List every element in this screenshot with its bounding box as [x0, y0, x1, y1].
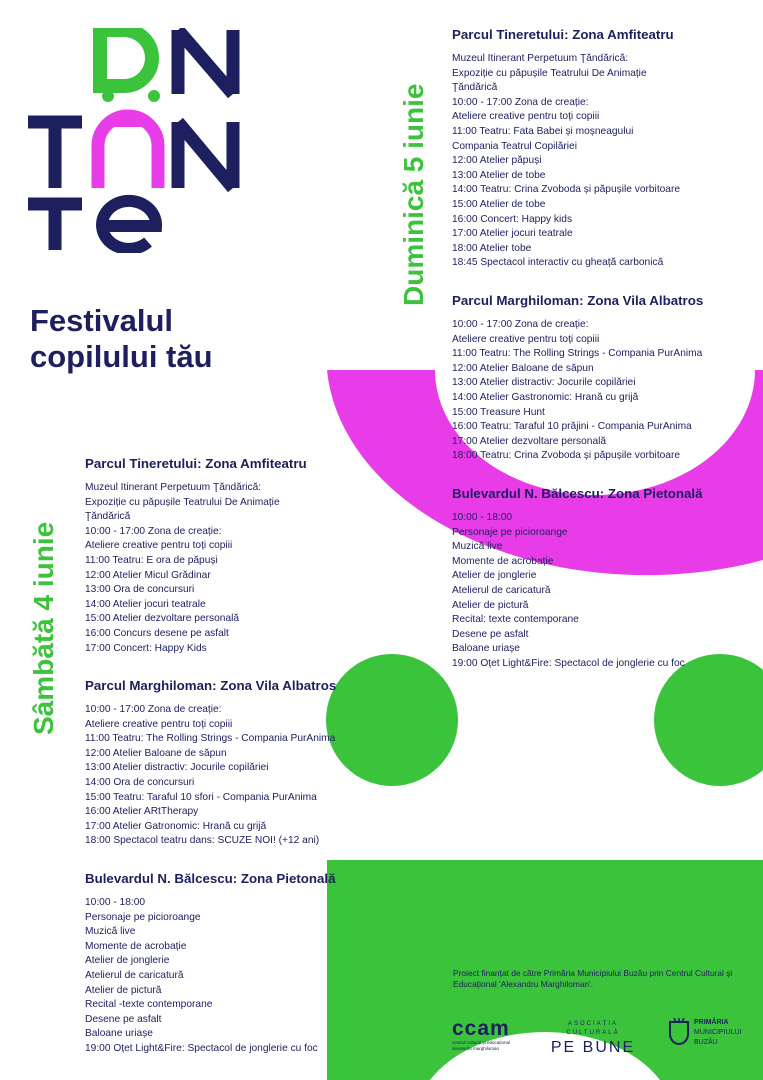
- pebune-top-text: ASOCIAȚIA CULTURALĂ: [566, 1021, 620, 1036]
- schedule-item: Atelierul de caricatură: [85, 969, 184, 981]
- schedule-item: 12:00 Atelier Baloane de săpun: [85, 747, 227, 759]
- green-circle-right: [654, 654, 763, 786]
- pebune-main-text: PE BUNE: [550, 1039, 636, 1056]
- sunday-section-amfiteatru: [452, 27, 680, 271]
- schedule-item: 14:00 Teatru: Crina Zvoboda și păpușile vorbitoare: [452, 184, 681, 196]
- schedule-list: [85, 896, 336, 1057]
- ccam-logo: [452, 1018, 532, 1052]
- schedule-item: 13:00 Atelier distractiv: Jocurile copilăriei: [85, 762, 269, 774]
- schedule-item: 18:00 Spectacol teatru dans: SCUZE NOI! (+12 ani): [85, 835, 320, 847]
- schedule-item: 13:00 Ora de concursuri: [85, 584, 195, 596]
- festival-title-line2: copilului tău: [30, 339, 213, 374]
- schedule-item: 14:00 Atelier jocuri teatrale: [85, 598, 206, 610]
- saturday-section-vila-albatros: [85, 678, 336, 849]
- schedule-item: 10:00 - 17:00 Zona de creație:: [452, 319, 589, 330]
- schedule-list: [85, 481, 307, 656]
- schedule-item: 19:00 Oțet Light&Fire: Spectacol de jonglerie cu foc: [85, 1042, 318, 1054]
- schedule-item: Baloane uriașe: [85, 1028, 153, 1040]
- schedule-item: Ateliere creative pentru toți copiii: [452, 333, 600, 345]
- schedule-list: [452, 318, 703, 464]
- section-title: Parcul Marghiloman: Zona Vila Albatros: [85, 678, 337, 693]
- ccam-subtitle-1: centrul cultural și educațional: [452, 1040, 511, 1045]
- schedule-item: Personaje pe picioroange: [85, 911, 201, 923]
- section-title: Bulevardul N. Bălcescu: Zona Pietonală: [85, 871, 336, 886]
- section-title: Parcul Marghiloman: Zona Vila Albatros: [452, 293, 704, 308]
- schedule-item: Expoziție cu păpușile Teatrului De Animație: [85, 496, 280, 508]
- schedule-item: 15:00 Atelier dezvoltare personală: [85, 613, 240, 625]
- schedule-item: 18:00 Teatru: Crina Zvoboda și păpușile vorbitoare: [452, 450, 681, 462]
- schedule-item: Muzeul Itinerant Perpetuum Ţăndărică:: [452, 53, 629, 64]
- ccam-logo-text: ccam: [452, 1017, 510, 1040]
- schedule-item: Atelier de jonglerie: [452, 570, 537, 582]
- schedule-item: 15:00 Atelier de tobe: [452, 198, 546, 210]
- festival-title: [30, 303, 213, 375]
- schedule-item: Compania Teatrul Copilăriei: [452, 140, 577, 152]
- schedule-item: 16:00 Teatru: Taraful 10 prăjini - Compania PurAnima: [452, 421, 692, 433]
- schedule-item: 18:00 Atelier tobe: [452, 242, 532, 254]
- schedule-item: Recital: texte contemporane: [452, 614, 579, 626]
- schedule-item: 10:00 - 17:00 Zona de creație:: [452, 96, 589, 108]
- schedule-item: 10:00 - 18:00: [85, 897, 146, 908]
- schedule-item: Atelier de pictură: [85, 984, 162, 996]
- schedule-item: Ţăndărică: [452, 82, 498, 94]
- schedule-item: Ţăndărică: [85, 511, 131, 523]
- schedule-item: 16:00 Concert: Happy kids: [452, 213, 573, 225]
- primaria-line3: BUZĂU: [694, 1039, 718, 1046]
- schedule-item: Ateliere creative pentru toți copiii: [85, 540, 233, 552]
- primaria-line1: PRIMĂRIA: [694, 1019, 729, 1026]
- sunday-day-label: Duminică 5 iunie: [398, 83, 429, 306]
- sunday-section-pietonala: [452, 486, 703, 672]
- schedule-item: 12:00 Atelier Micul Grădinar: [85, 569, 211, 581]
- schedule-item: 11:00 Teatru: The Rolling Strings - Compania PurAnima: [85, 733, 336, 745]
- green-circle-left: [326, 654, 458, 786]
- schedule-item: 19:00 Oțet Light&Fire: Spectacol de jonglerie cu foc: [452, 657, 685, 669]
- saturday-day-label: Sâmbătă 4 iunie: [28, 521, 59, 735]
- schedule-item: Ateliere creative pentru toți copiii: [452, 111, 600, 123]
- schedule-item: Atelierul de caricatură: [452, 584, 551, 596]
- schedule-item: 17:00 Atelier jocuri teatrale: [452, 228, 573, 240]
- schedule-item: Muzică live: [85, 926, 136, 938]
- schedule-item: Recital -texte contemporane: [85, 999, 213, 1011]
- saturday-section-amfiteatru: [85, 456, 307, 656]
- schedule-item: 12:00 Atelier păpuși: [452, 155, 542, 167]
- schedule-item: 13:00 Atelier distractiv: Jocurile copilăriei: [452, 377, 636, 389]
- schedule-item: 15:00 Teatru: Taraful 10 sfori - Compania PurAnima: [85, 791, 317, 803]
- schedule-item: Atelier de jonglerie: [85, 955, 170, 967]
- festival-title-line1: Festivalul: [30, 303, 173, 338]
- funding-note: Proiect finanțat de către Primăria Municipiului Buzău prin Centrul Cultural și Educațional 'Alexandru Marghiloman'.: [453, 968, 733, 989]
- schedule-item: 14:00 Ora de concursuri: [85, 776, 195, 788]
- schedule-item: Desene pe asfalt: [452, 628, 529, 640]
- schedule-item: 16:00 Atelier ARtTherapy: [85, 806, 199, 818]
- schedule-item: 10:00 - 18:00: [452, 512, 513, 523]
- schedule-item: Momente de acrobație: [85, 940, 187, 952]
- schedule-list: [452, 52, 680, 271]
- saturday-section-pietonala: [85, 871, 336, 1057]
- schedule-item: 17:00 Atelier dezvoltare personală: [452, 435, 607, 447]
- schedule-item: 13:00 Atelier de tobe: [452, 169, 546, 181]
- schedule-list: [85, 703, 336, 849]
- schedule-item: Atelier de pictură: [452, 599, 529, 611]
- schedule-item: 10:00 - 17:00 Zona de creație:: [85, 704, 222, 715]
- primaria-line2: MUNICIPIULUI: [694, 1029, 742, 1036]
- schedule-item: Expoziție cu păpușile Teatrului De Animație: [452, 67, 647, 79]
- schedule-item: Muzeul Itinerant Perpetuum Ţăndărică:: [85, 482, 262, 493]
- ccam-subtitle-2: alexandru marghiloman: [452, 1046, 500, 1051]
- section-title: Parcul Tineretului: Zona Amfiteatru: [85, 456, 307, 471]
- festival-logo: [28, 28, 243, 253]
- schedule-item: Ateliere creative pentru toți copiii: [85, 718, 233, 730]
- schedule-item: 17:00 Atelier Gatronomic: Hrană cu grijă: [85, 820, 267, 832]
- schedule-item: 14:00 Atelier Gastronomic: Hrană cu grijă: [452, 391, 639, 403]
- schedule-item: 12:00 Atelier Baloane de săpun: [452, 362, 594, 374]
- schedule-item: 18:45 Spectacol interactiv cu gheață carbonică: [452, 257, 664, 269]
- schedule-list: [452, 511, 703, 672]
- schedule-item: 11:00 Teatru: E ora de păpuși: [85, 554, 218, 566]
- schedule-item: 17:00 Concert: Happy Kids: [85, 642, 207, 654]
- schedule-item: 16:00 Concurs desene pe asfalt: [85, 627, 229, 639]
- schedule-item: Muzică live: [452, 541, 503, 553]
- sunday-section-vila-albatros: [452, 293, 703, 464]
- section-title: Parcul Tineretului: Zona Amfiteatru: [452, 27, 674, 42]
- schedule-item: Baloane uriașe: [452, 643, 520, 655]
- schedule-item: 10:00 - 17:00 Zona de creație:: [85, 525, 222, 537]
- schedule-item: Personaje pe picioroange: [452, 526, 568, 538]
- schedule-item: 11:00 Teatru: The Rolling Strings - Compania PurAnima: [452, 348, 703, 360]
- schedule-item: 15:00 Treasure Hunt: [452, 406, 545, 418]
- schedule-item: Momente de acrobație: [452, 555, 554, 567]
- section-title: Bulevardul N. Bălcescu: Zona Pietonală: [452, 486, 703, 501]
- schedule-item: Desene pe asfalt: [85, 1013, 162, 1025]
- schedule-item: 11:00 Teatru: Fata Babei și moșneagului: [452, 125, 634, 137]
- pebune-logo: [548, 1020, 638, 1058]
- crest-icon: [668, 1018, 690, 1046]
